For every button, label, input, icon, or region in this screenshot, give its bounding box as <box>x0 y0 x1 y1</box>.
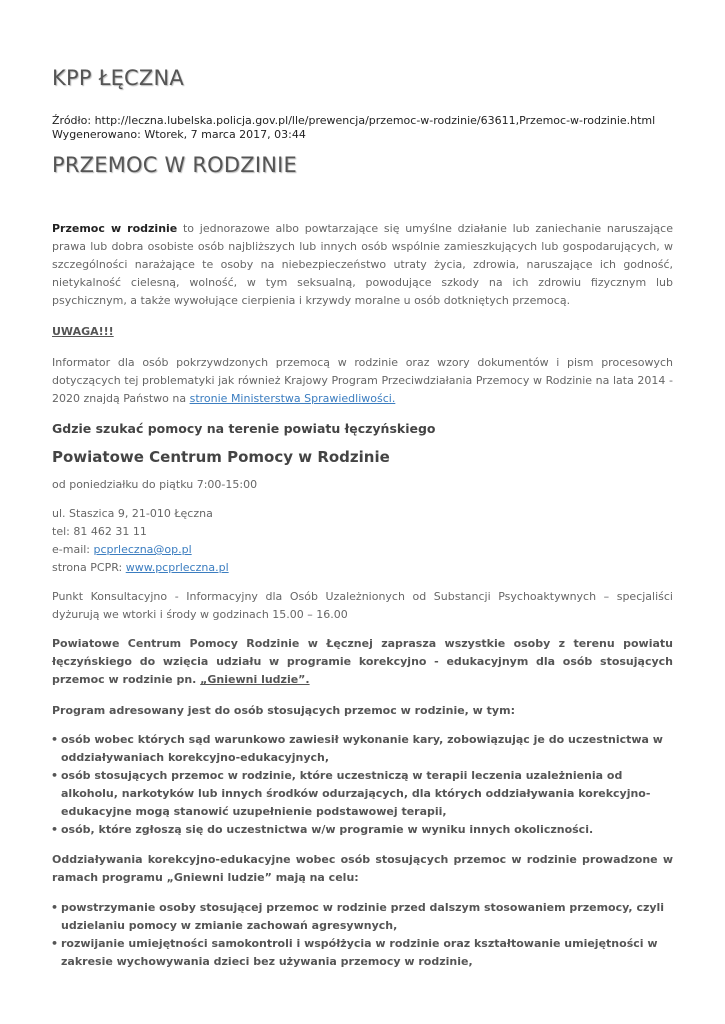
bullet-icon: • <box>51 769 59 782</box>
email-link[interactable]: pcprleczna@op.pl <box>93 543 192 556</box>
bullet-icon: • <box>51 823 59 836</box>
intro-paragraph <box>52 220 673 310</box>
consult-paragraph: Punkt Konsultacyjno - Informacyjny dla Osób Uzależnionych od Substancji Psychoaktywnych – specjaliści dyżurują we wtorki i środy w godzinach 15.00 – 16.00 <box>52 590 673 621</box>
info-paragraph <box>52 354 673 408</box>
uwaga-label: UWAGA!!! <box>52 325 114 338</box>
tel-line: tel: 81 462 31 11 <box>52 525 147 538</box>
list-item: • rozwijanie umiejętności samokontroli i współżycia w rodzinie oraz kształtowanie umiejętności w zakresie wychowywania dzieci bez używania przemocy w rodzinie, <box>51 937 658 968</box>
bullet-icon: • <box>51 733 59 746</box>
help-heading: Gdzie szukać pomocy na terenie powiatu łęczyńskiego <box>52 421 436 436</box>
site-title: KPP ŁĘCZNA <box>52 66 184 90</box>
bullet-icon: • <box>51 901 59 914</box>
list-item: • osób wobec których sąd warunkowo zawiesił wykonanie kary, zobowiązując je do uczestnictwa w oddziaływaniach korekcyjno-edukacyjnych, <box>51 733 663 764</box>
invite-text: Powiatowe Centrum Pomocy Rodzinie w Łęcznej zaprasza wszystkie osoby z terenu powiatu łęczyńskiego do wzięcia udziału w programie korekcyjno - edukacyjnym dla osób stosujących przemoc w rodzinie pn. <box>52 637 673 686</box>
email-line <box>52 541 673 559</box>
generated-line: Wygenerowano: Wtorek, 7 marca 2017, 03:44 <box>52 128 306 141</box>
hours-line: od poniedziałku do piątku 7:00-15:00 <box>52 478 258 491</box>
bullet-icon: • <box>51 937 59 950</box>
address-line: ul. Staszica 9, 21-010 Łęczna <box>52 507 213 520</box>
info-text: Informator dla osób pokrzywdzonych przemocą w rodzinie oraz wzory dokumentów i pism procesowych dotyczących tej problematyki jak również Krajowy Program Przeciwdziałania Przemocy w Rodzinie na lata 2014 - 2020 znajdą Państwo na <box>52 356 673 405</box>
document-meta <box>52 114 655 142</box>
list-item: • powstrzymanie osoby stosującej przemoc w rodzinie przed dalszym stosowaniem przemocy, czyli udzielaniu pomocy w zmianie zachowań agresywnych, <box>51 901 665 932</box>
intro-text: to jednorazowe albo powtarzające się umyślne działanie lub zaniechanie naruszające prawa lub dobra osobiste osób najbliższych lub innych osób wspólnie zamieszkujących lub gospodarujących, w szczególności narażające te osoby na niebezpieczeństwo utraty życia, zdrowia, naruszające ich godność, nietykalność cielesną, wolność, w tym seksualną, powodujące szkody na ich zdrowiu fizycznym lub psychicznym, a także wywołujące cierpienia i krzywdy moralne u osób dotkniętych przemocą. <box>52 222 673 307</box>
www-line <box>52 559 673 577</box>
gniewni-ludzie-link[interactable]: „Gniewni ludzie”. <box>200 673 310 686</box>
target-group-list <box>52 731 673 839</box>
source-line: Źródło: http://leczna.lubelska.policja.gov.pl/lle/prewencja/przemoc-w-rodzinie/63611,Przemoc-w-rodzinie.html <box>52 114 656 127</box>
article-title: PRZEMOC W RODZINIE <box>52 153 297 177</box>
ministry-link[interactable]: stronie Ministerstwa Sprawiedliwości. <box>189 392 396 405</box>
pcpr-heading: Powiatowe Centrum Pomocy w Rodzinie <box>52 448 390 466</box>
list-item: • osób, które zgłoszą się do uczestnictwa w/w programie w wyniku innych okoliczności. <box>52 821 673 839</box>
program-address-heading: Program adresowany jest do osób stosujących przemoc w rodzinie, w tym: <box>52 704 515 717</box>
list-item: • osób stosujących przemoc w rodzinie, które uczestniczą w terapii leczenia uzależnienia od alkoholu, narkotyków lub innych środków odurzających, dla których oddziaływania korekcyjno-edukacyjne mogą stanowić uzupełnienie podstawowej terapii, <box>51 769 651 818</box>
aims-list <box>52 899 673 971</box>
aims-paragraph: Oddziaływania korekcyjno-edukacyjne wobec osób stosujących przemoc w rodzinie prowadzone w ramach programu „Gniewni ludzie” mają na celu: <box>52 853 673 884</box>
www-label: strona PCPR: <box>52 561 126 574</box>
intro-bold-term: Przemoc w rodzinie <box>52 222 178 235</box>
invite-paragraph <box>52 635 673 689</box>
article-body <box>52 220 673 971</box>
www-link[interactable]: www.pcprleczna.pl <box>125 561 229 574</box>
email-label: e-mail: <box>52 543 94 556</box>
uwaga-paragraph <box>52 323 673 341</box>
